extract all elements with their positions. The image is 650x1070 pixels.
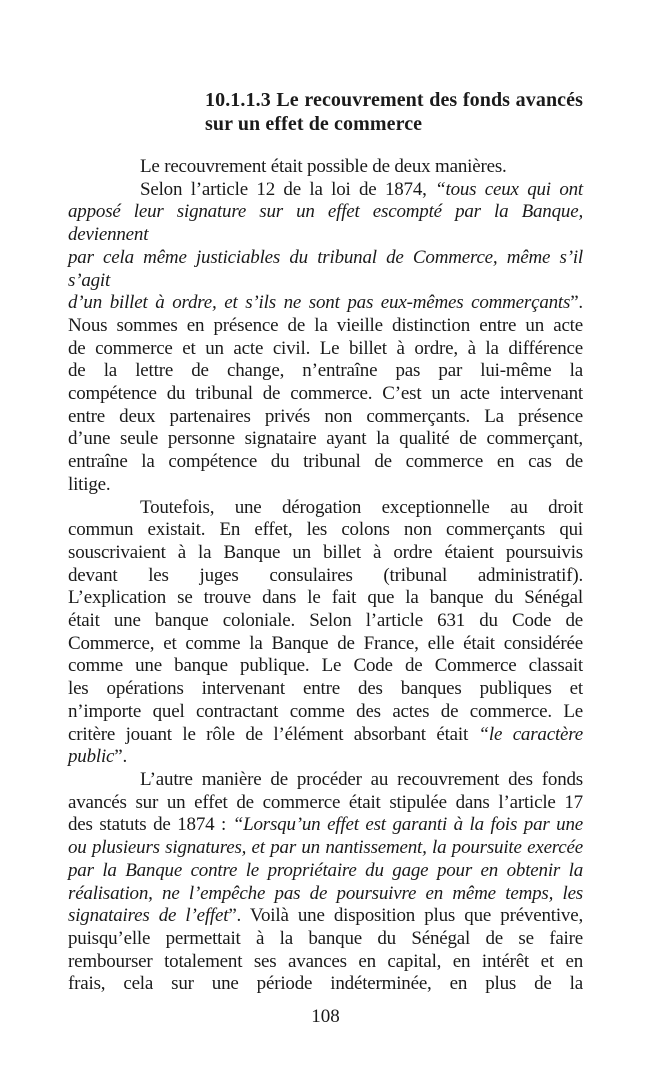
text-line [68,746,583,769]
text-line [68,406,583,429]
page-number: 108 [311,1006,340,1028]
text-line [68,428,583,451]
text-column [68,88,583,1028]
text-run: souscrivaient à la Banque un billet à ordre étaient poursuivis [68,541,583,563]
text-line [68,474,583,497]
text-run: L’autre manière de procéder au recouvrement des fonds [140,768,583,790]
text-run: était une banque coloniale. Selon l’article 631 du Code de [68,610,583,632]
text-line [68,360,583,383]
text-line [68,928,583,951]
text-run: “tous ceux qui ont [435,178,583,200]
text-run: comme une banque publique. Le Code de Commerce classait [68,655,583,677]
text-run: ou plusieurs signatures, et par un nantissement, la poursuite exercée [68,837,583,859]
text-line [68,497,583,520]
text-line [68,587,583,610]
text-line [68,769,583,792]
text-line [68,973,583,996]
text-line [68,883,583,906]
text-line [68,633,583,656]
text-run: apposé leur signature sur un effet escompté par la Banque, deviennent [68,201,583,246]
text-run: litige. [68,473,111,495]
text-run: Commerce, et comme la Banque de France, elle était considérée [68,632,583,654]
text-run: “Lorsqu’un effet est garanti à la fois par une [232,814,583,836]
text-run: public [68,746,115,768]
text-line [68,678,583,701]
text-line [68,814,583,837]
text-line [68,951,583,974]
text-line [68,724,583,747]
text-run: critère jouant le rôle de l’élément absorbant était [68,723,479,745]
text-line [68,610,583,633]
text-line [68,701,583,724]
text-line [68,156,583,179]
text-run: ”. Voilà une disposition plus que préventive, [228,905,583,927]
text-line [68,905,583,928]
text-run: d’un billet à ordre, et s’ils ne sont pas eux-mêmes commerçants [68,292,571,314]
text-line [68,292,583,315]
text-run: 10.1.1.3 Le recouvrement des fonds avancés [205,89,583,111]
text-run: n’importe quel contractant comme des actes de commerce. Le [68,700,583,722]
text-line [68,315,583,338]
text-line [68,792,583,815]
text-line [68,179,583,202]
text-run: par cela même justiciables du tribunal de Commerce, même s’il s’agit [68,246,583,291]
text-line [68,338,583,361]
text-run: ”. [570,292,583,314]
text-run: frais, cela sur une période indéterminée, en plus de la [68,973,583,995]
text-run: signataires de l’effet [68,905,229,927]
text-run: les opérations intervenant entre des banques publiques et [68,678,583,700]
body-text [68,156,583,996]
text-run: par la Banque contre le propriétaire du gage pour en obtenir la [68,859,583,881]
text-run: avancés sur un effet de commerce était stipulée dans l’article 17 [68,791,583,813]
text-line [68,565,583,588]
text-run: ”. [114,746,128,768]
text-run: puisqu’elle permettait à la banque du Sénégal de se faire [68,927,583,949]
text-run: d’une seule personne signataire ayant la qualité de commerçant, [68,428,583,450]
text-run: commun existait. En effet, les colons non commerçants qui [68,519,583,541]
text-run: Le recouvrement était possible de deux manières. [140,156,507,177]
text-run: Toutefois, une dérogation exceptionnelle au droit [140,496,583,518]
text-run: entre deux partenaires privés non commerçants. La présence [68,405,583,427]
text-line [68,519,583,542]
text-run: des statuts de 1874 : [68,814,233,836]
text-run: de la lettre de change, n’entraîne pas par lui-même la [68,360,583,382]
text-line [68,837,583,860]
text-line [68,860,583,883]
text-line [68,542,583,565]
heading-line [205,112,583,136]
text-line [68,383,583,406]
text-run: L’explication se trouve dans le fait que la banque du Sénégal [68,587,583,609]
text-line [68,655,583,678]
text-run: rembourser totalement ses avances en capital, en intérêt et en [68,950,583,972]
heading-line [205,88,583,112]
text-run: “le caractère [478,723,583,745]
text-run: entraîne la compétence du tribunal de commerce en cas de [68,451,583,473]
text-run: de commerce et un acte civil. Le billet à ordre, à la différence [68,337,583,359]
section-heading [205,88,583,136]
text-run: réalisation, ne l’empêche pas de poursuivre en même temps, les [68,882,583,904]
text-line [68,247,583,292]
text-run: sur un effet de commerce [205,113,423,135]
text-run: Selon l’article 12 de la loi de 1874, [140,178,436,200]
text-line [68,451,583,474]
text-run: devant les juges consulaires (tribunal administratif). [68,564,583,586]
text-run: Nous sommes en présence de la vieille distinction entre un acte [68,314,583,336]
text-line [68,201,583,246]
text-run: compétence du tribunal de commerce. C’est un acte intervenant [68,383,583,405]
